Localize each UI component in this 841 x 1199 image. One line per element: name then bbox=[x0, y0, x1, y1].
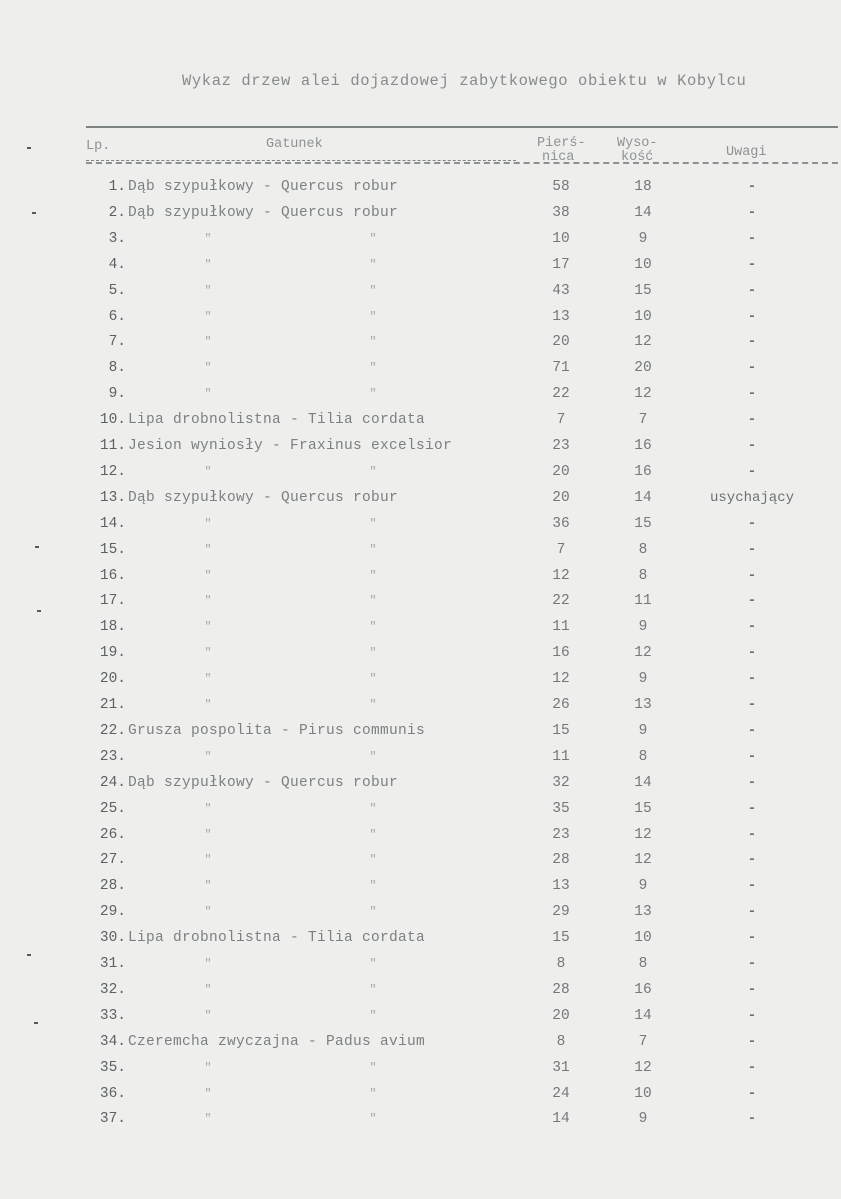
row-number: 34. bbox=[99, 1033, 126, 1050]
notes-value: - bbox=[747, 619, 757, 636]
row-number: 2. bbox=[108, 204, 126, 221]
girth-value: 14 bbox=[552, 1111, 570, 1128]
ditto-mark: " bbox=[204, 853, 212, 868]
margin-mark bbox=[27, 147, 31, 149]
height-value: 8 bbox=[638, 748, 648, 765]
margin-mark bbox=[37, 610, 41, 612]
notes-value: - bbox=[747, 1033, 757, 1050]
row-number: 20. bbox=[99, 671, 126, 688]
row-number: 26. bbox=[99, 826, 126, 843]
height-value: 10 bbox=[634, 256, 652, 273]
ditto-mark: " bbox=[204, 387, 212, 402]
notes-value: - bbox=[747, 930, 757, 947]
height-value: 14 bbox=[634, 774, 652, 791]
ditto-mark: " bbox=[204, 309, 212, 324]
height-value: 9 bbox=[638, 619, 648, 636]
ditto-mark: " bbox=[369, 361, 377, 376]
height-value: 14 bbox=[634, 204, 652, 221]
ditto-mark: " bbox=[369, 1112, 377, 1127]
table-row bbox=[0, 174, 841, 200]
table-row bbox=[0, 1081, 841, 1107]
table-row bbox=[0, 873, 841, 899]
height-value: 13 bbox=[634, 697, 652, 713]
ditto-mark: " bbox=[204, 335, 212, 350]
height-value: 12 bbox=[634, 645, 652, 662]
girth-value: 20 bbox=[552, 1007, 570, 1024]
height-value: 12 bbox=[634, 334, 652, 351]
ditto-mark: " bbox=[204, 957, 212, 971]
table-row bbox=[0, 666, 841, 692]
header-girth-line1: Pierś- bbox=[537, 136, 586, 151]
row-number: 8. bbox=[108, 360, 126, 377]
table-row bbox=[0, 640, 841, 666]
girth-value: 20 bbox=[552, 489, 570, 506]
ditto-mark: " bbox=[204, 827, 212, 842]
height-value: 16 bbox=[634, 981, 652, 998]
margin-mark bbox=[34, 1022, 38, 1024]
girth-value: 23 bbox=[552, 826, 570, 843]
notes-value: - bbox=[747, 800, 757, 817]
table-row bbox=[0, 899, 841, 925]
table-row bbox=[0, 614, 841, 640]
height-value: 16 bbox=[634, 438, 652, 454]
row-number: 36. bbox=[99, 1085, 126, 1102]
girth-value: 11 bbox=[552, 619, 570, 636]
ditto-mark: " bbox=[369, 568, 377, 583]
row-number: 30. bbox=[99, 930, 126, 947]
table-row bbox=[0, 433, 841, 459]
ditto-mark: " bbox=[204, 1112, 212, 1127]
height-value: 12 bbox=[634, 826, 652, 843]
height-value: 13 bbox=[634, 904, 652, 921]
ditto-mark: " bbox=[369, 672, 377, 687]
girth-value: 15 bbox=[552, 722, 570, 739]
table-row bbox=[0, 200, 841, 226]
row-number: 12. bbox=[99, 463, 126, 480]
girth-value: 22 bbox=[552, 386, 570, 403]
notes-value: - bbox=[747, 334, 757, 351]
height-value: 20 bbox=[634, 360, 652, 377]
row-number: 7. bbox=[108, 334, 126, 351]
table-row bbox=[0, 1003, 841, 1029]
ditto-mark: " bbox=[204, 542, 212, 557]
girth-value: 11 bbox=[552, 748, 570, 765]
ditto-mark: " bbox=[369, 335, 377, 350]
table-row bbox=[0, 925, 841, 951]
ditto-mark: " bbox=[204, 620, 212, 635]
ditto-mark: " bbox=[369, 464, 377, 479]
notes-value: - bbox=[747, 671, 757, 688]
ditto-mark: " bbox=[369, 853, 377, 868]
height-value: 10 bbox=[634, 1085, 652, 1102]
girth-value: 43 bbox=[552, 282, 570, 299]
row-number: 33. bbox=[99, 1007, 126, 1024]
ditto-mark: " bbox=[204, 568, 212, 583]
page-title: Wykaz drzew alei dojazdowej zabytkowego obiektu w Kobylcu bbox=[182, 72, 747, 90]
ditto-mark: " bbox=[369, 309, 377, 324]
ditto-mark: " bbox=[369, 516, 377, 531]
table-row bbox=[0, 977, 841, 1003]
height-value: 7 bbox=[638, 412, 648, 429]
row-number: 11. bbox=[99, 438, 126, 454]
notes-value: - bbox=[747, 748, 757, 765]
girth-value: 36 bbox=[552, 515, 570, 532]
ditto-mark: " bbox=[369, 827, 377, 842]
height-value: 12 bbox=[634, 852, 652, 869]
height-value: 8 bbox=[638, 567, 648, 584]
row-number: 23. bbox=[99, 748, 126, 765]
girth-value: 7 bbox=[556, 412, 566, 429]
table-row bbox=[0, 252, 841, 278]
row-number: 19. bbox=[99, 645, 126, 662]
header-height-line2: kość bbox=[621, 150, 654, 165]
girth-value: 22 bbox=[552, 593, 570, 610]
notes-value: - bbox=[747, 567, 757, 584]
girth-value: 35 bbox=[552, 800, 570, 817]
girth-value: 13 bbox=[552, 308, 570, 325]
ditto-mark: " bbox=[369, 283, 377, 298]
notes-value: - bbox=[747, 204, 757, 221]
ditto-mark: " bbox=[369, 698, 377, 712]
row-number: 32. bbox=[99, 981, 126, 998]
height-value: 11 bbox=[634, 593, 652, 610]
girth-value: 8 bbox=[556, 1033, 566, 1050]
table-top-rule bbox=[86, 126, 838, 128]
height-value: 9 bbox=[638, 671, 648, 688]
ditto-mark: " bbox=[204, 464, 212, 479]
height-value: 8 bbox=[638, 956, 648, 972]
table-row bbox=[0, 770, 841, 796]
row-number: 5. bbox=[108, 282, 126, 299]
ditto-mark: " bbox=[369, 646, 377, 661]
row-number: 9. bbox=[108, 386, 126, 403]
row-number: 28. bbox=[99, 878, 126, 895]
row-number: 16. bbox=[99, 567, 126, 584]
row-number: 22. bbox=[99, 722, 126, 739]
notes-value: usychający bbox=[709, 489, 794, 506]
ditto-mark: " bbox=[204, 231, 212, 246]
table-row bbox=[0, 381, 841, 407]
ditto-mark: " bbox=[204, 1060, 212, 1075]
ditto-mark: " bbox=[204, 879, 212, 894]
notes-value: - bbox=[747, 774, 757, 791]
notes-value: - bbox=[747, 463, 757, 480]
notes-value: - bbox=[747, 282, 757, 299]
header-girth-line2: nica bbox=[542, 150, 575, 165]
species-name: Dąb szypułkowy - Quercus robur bbox=[128, 774, 399, 791]
table-row bbox=[0, 304, 841, 330]
notes-value: - bbox=[747, 852, 757, 869]
notes-value: - bbox=[747, 386, 757, 403]
ditto-mark: " bbox=[369, 387, 377, 402]
species-name: Lipa drobnolistna - Tilia cordata bbox=[128, 412, 426, 429]
table-row bbox=[0, 226, 841, 252]
species-name: Dąb szypułkowy - Quercus robur bbox=[128, 489, 399, 506]
girth-value: 20 bbox=[552, 463, 570, 480]
table-row bbox=[0, 537, 841, 563]
height-value: 8 bbox=[638, 541, 648, 558]
table-row bbox=[0, 511, 841, 537]
girth-value: 17 bbox=[552, 256, 570, 273]
row-number: 4. bbox=[108, 256, 126, 273]
girth-value: 26 bbox=[552, 697, 570, 713]
height-value: 18 bbox=[634, 179, 652, 195]
row-number: 24. bbox=[99, 774, 126, 791]
ditto-mark: " bbox=[204, 594, 212, 609]
notes-value: - bbox=[747, 1085, 757, 1102]
girth-value: 28 bbox=[552, 981, 570, 998]
row-number: 18. bbox=[99, 619, 126, 636]
ditto-mark: " bbox=[369, 879, 377, 894]
ditto-mark: " bbox=[369, 542, 377, 557]
table-row bbox=[0, 692, 841, 718]
notes-value: - bbox=[747, 515, 757, 532]
ditto-mark: " bbox=[204, 1008, 212, 1023]
girth-value: 8 bbox=[556, 956, 566, 972]
row-number: 14. bbox=[99, 515, 126, 532]
row-number: 35. bbox=[99, 1059, 126, 1076]
header-bottom-rule bbox=[86, 162, 838, 164]
margin-mark bbox=[27, 954, 31, 956]
ditto-mark: " bbox=[204, 516, 212, 531]
ditto-mark: " bbox=[204, 672, 212, 687]
height-value: 10 bbox=[634, 308, 652, 325]
girth-value: 38 bbox=[552, 204, 570, 221]
notes-value: - bbox=[747, 412, 757, 429]
ditto-mark: " bbox=[369, 231, 377, 246]
notes-value: - bbox=[747, 438, 757, 454]
ditto-mark: " bbox=[369, 982, 377, 997]
height-value: 14 bbox=[634, 1007, 652, 1024]
girth-value: 29 bbox=[552, 904, 570, 921]
margin-mark bbox=[32, 212, 36, 214]
species-name: Lipa drobnolistna - Tilia cordata bbox=[128, 930, 426, 947]
ditto-mark: " bbox=[204, 646, 212, 661]
girth-value: 24 bbox=[552, 1085, 570, 1102]
height-value: 12 bbox=[634, 386, 652, 403]
height-value: 9 bbox=[638, 1111, 648, 1128]
ditto-mark: " bbox=[204, 283, 212, 298]
girth-value: 12 bbox=[552, 671, 570, 688]
table-row bbox=[0, 485, 841, 511]
row-number: 21. bbox=[99, 697, 126, 713]
notes-value: - bbox=[747, 645, 757, 662]
header-lp: Lp. bbox=[86, 139, 111, 154]
ditto-mark: " bbox=[369, 957, 377, 971]
species-name: Grusza pospolita - Pirus communis bbox=[128, 722, 426, 739]
girth-value: 12 bbox=[552, 567, 570, 584]
header-notes: Uwagi bbox=[726, 145, 767, 160]
table-row bbox=[0, 1029, 841, 1055]
table-row bbox=[0, 329, 841, 355]
table-row bbox=[0, 951, 841, 977]
ditto-mark: " bbox=[369, 905, 377, 920]
ditto-mark: " bbox=[369, 801, 377, 816]
row-number: 10. bbox=[99, 412, 126, 429]
height-value: 9 bbox=[638, 722, 648, 739]
table-row bbox=[0, 563, 841, 589]
girth-value: 16 bbox=[552, 645, 570, 662]
row-number: 25. bbox=[99, 800, 126, 817]
height-value: 15 bbox=[634, 800, 652, 817]
table-row bbox=[0, 744, 841, 770]
height-value: 9 bbox=[638, 878, 648, 895]
table-row bbox=[0, 588, 841, 614]
species-name: Czeremcha zwyczajna - Padus avium bbox=[128, 1033, 426, 1050]
header-height-line1: Wyso- bbox=[617, 136, 658, 151]
row-number: 6. bbox=[108, 308, 126, 325]
height-value: 10 bbox=[634, 930, 652, 947]
notes-value: - bbox=[747, 1007, 757, 1024]
notes-value: - bbox=[747, 230, 757, 247]
row-number: 15. bbox=[99, 541, 126, 558]
ditto-mark: " bbox=[369, 1086, 377, 1101]
notes-value: - bbox=[747, 360, 757, 377]
row-number: 37. bbox=[99, 1111, 126, 1128]
row-number: 31. bbox=[99, 956, 126, 972]
notes-value: - bbox=[747, 826, 757, 843]
girth-value: 31 bbox=[552, 1059, 570, 1076]
girth-value: 15 bbox=[552, 930, 570, 947]
girth-value: 7 bbox=[556, 541, 566, 558]
row-number: 3. bbox=[108, 230, 126, 247]
table-row bbox=[0, 278, 841, 304]
table-row bbox=[0, 822, 841, 848]
ditto-mark: " bbox=[204, 1086, 212, 1101]
girth-value: 58 bbox=[552, 179, 570, 195]
ditto-mark: " bbox=[204, 749, 212, 764]
girth-value: 32 bbox=[552, 774, 570, 791]
ditto-mark: " bbox=[369, 1008, 377, 1023]
ditto-mark: " bbox=[369, 257, 377, 272]
notes-value: - bbox=[747, 541, 757, 558]
girth-value: 13 bbox=[552, 878, 570, 895]
girth-value: 10 bbox=[552, 230, 570, 247]
row-number: 27. bbox=[99, 852, 126, 869]
table-row bbox=[0, 718, 841, 744]
species-name: Jesion wyniosły - Fraxinus excelsior bbox=[128, 438, 453, 454]
table-row bbox=[0, 407, 841, 433]
notes-value: - bbox=[747, 956, 757, 972]
notes-value: - bbox=[747, 593, 757, 610]
notes-value: - bbox=[747, 697, 757, 713]
table-row bbox=[0, 1055, 841, 1081]
notes-value: - bbox=[747, 1059, 757, 1076]
ditto-mark: " bbox=[204, 801, 212, 816]
height-value: 14 bbox=[634, 489, 652, 506]
table-row bbox=[0, 1106, 841, 1132]
ditto-mark: " bbox=[369, 749, 377, 764]
height-value: 16 bbox=[634, 463, 652, 480]
header-species: Gatunek bbox=[266, 137, 323, 152]
row-number: 13. bbox=[99, 489, 126, 506]
ditto-mark: " bbox=[204, 905, 212, 920]
table-row bbox=[0, 355, 841, 381]
margin-mark bbox=[35, 546, 39, 548]
girth-value: 20 bbox=[552, 334, 570, 351]
ditto-mark: " bbox=[369, 1060, 377, 1075]
header-underline-rule bbox=[86, 160, 516, 161]
notes-value: - bbox=[747, 981, 757, 998]
height-value: 15 bbox=[634, 515, 652, 532]
notes-value: - bbox=[747, 179, 757, 195]
notes-value: - bbox=[747, 308, 757, 325]
row-number: 1. bbox=[108, 179, 126, 195]
table-row bbox=[0, 796, 841, 822]
ditto-mark: " bbox=[204, 257, 212, 272]
species-name: Dąb szypułkowy - Quercus robur bbox=[128, 204, 399, 221]
height-value: 12 bbox=[634, 1059, 652, 1076]
girth-value: 71 bbox=[552, 360, 570, 377]
ditto-mark: " bbox=[204, 982, 212, 997]
height-value: 9 bbox=[638, 230, 648, 247]
table-row bbox=[0, 847, 841, 873]
height-value: 15 bbox=[634, 282, 652, 299]
girth-value: 23 bbox=[552, 438, 570, 454]
ditto-mark: " bbox=[204, 698, 212, 712]
notes-value: - bbox=[747, 878, 757, 895]
row-number: 29. bbox=[99, 904, 126, 921]
table-row bbox=[0, 459, 841, 485]
ditto-mark: " bbox=[369, 620, 377, 635]
girth-value: 28 bbox=[552, 852, 570, 869]
notes-value: - bbox=[747, 1111, 757, 1128]
notes-value: - bbox=[747, 904, 757, 921]
notes-value: - bbox=[747, 256, 757, 273]
notes-value: - bbox=[747, 722, 757, 739]
height-value: 7 bbox=[638, 1033, 648, 1050]
row-number: 17. bbox=[99, 593, 126, 610]
ditto-mark: " bbox=[369, 594, 377, 609]
species-name: Dąb szypułkowy - Quercus robur bbox=[128, 179, 399, 195]
ditto-mark: " bbox=[204, 361, 212, 376]
